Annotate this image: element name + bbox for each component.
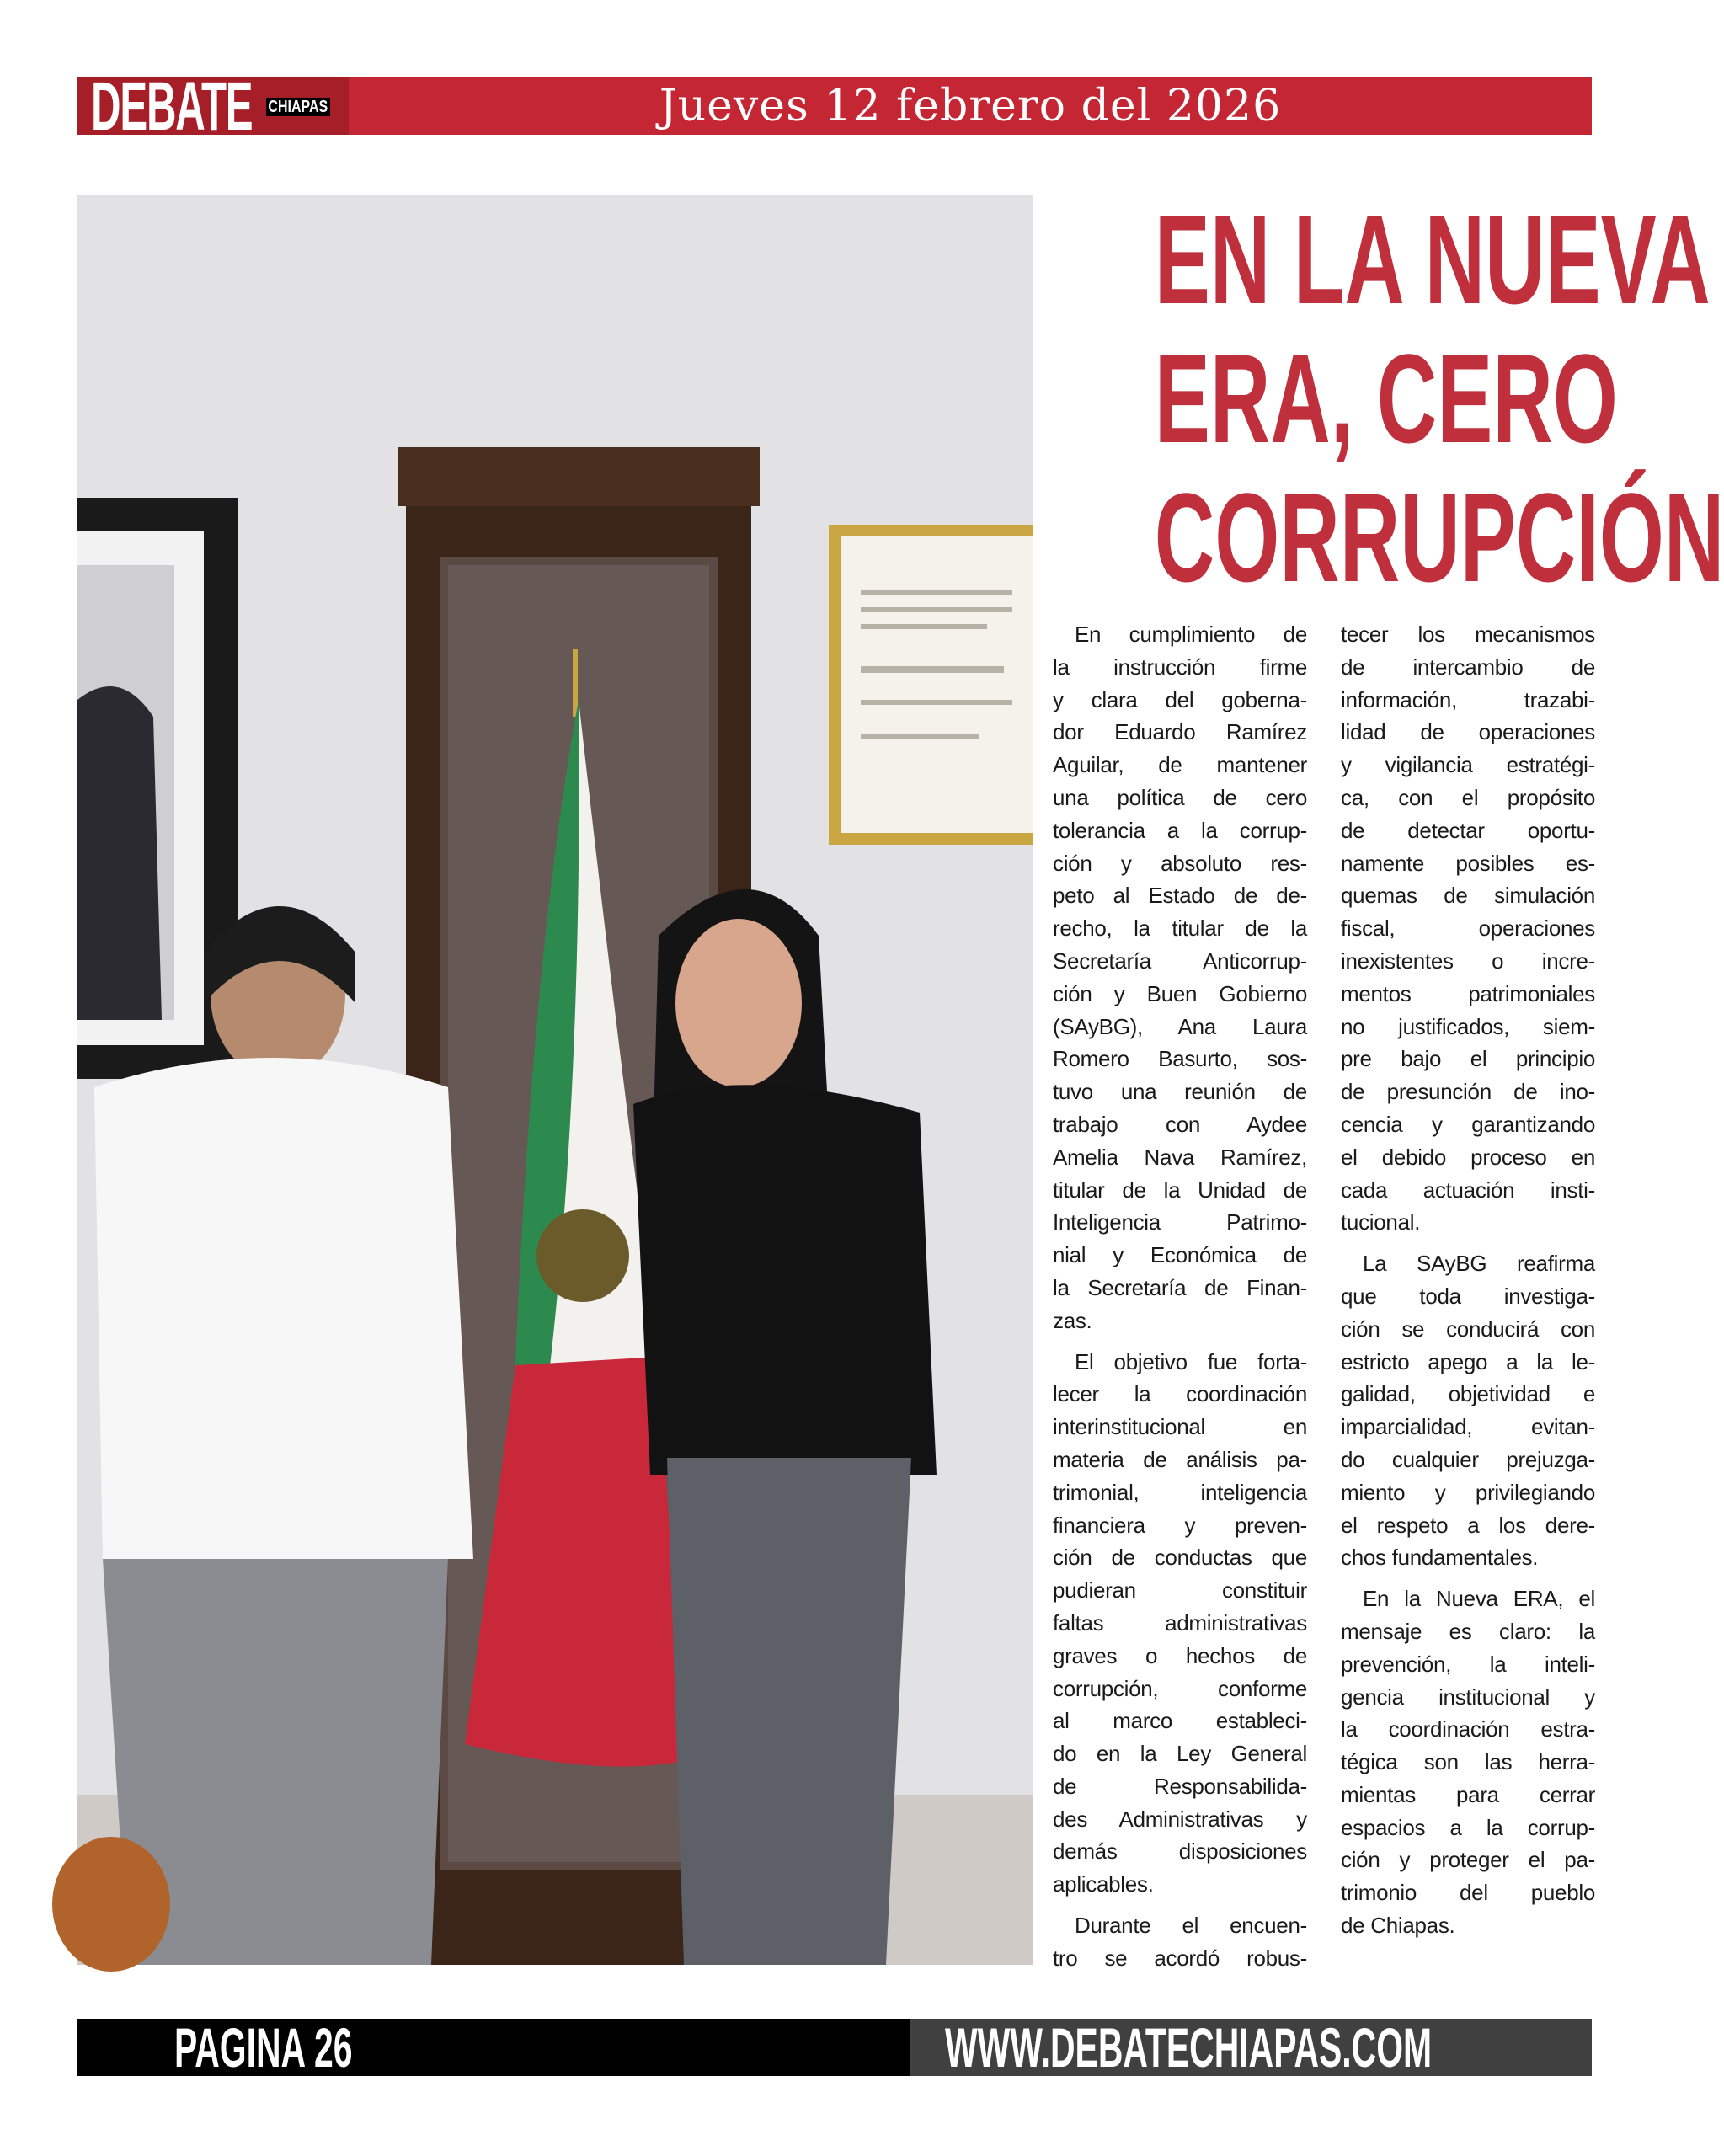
article-line: ción y absoluto res- <box>1053 850 1307 876</box>
article-line: titular de la Unidad de <box>1053 1177 1307 1203</box>
article-line: inexistentes o incre- <box>1341 947 1595 974</box>
article-line: la Secretaría de Finan- <box>1053 1274 1307 1300</box>
article-line: no justificados, siem- <box>1341 1013 1595 1039</box>
article-line: Romero Basurto, sos- <box>1053 1046 1307 1072</box>
article-line: tecer los mecanismos <box>1341 622 1595 647</box>
article-line: y vigilancia estratégi- <box>1341 752 1595 778</box>
article-line: En la Nueva ERA, el <box>1363 1586 1595 1612</box>
article-line: nial y Económica de <box>1053 1242 1307 1268</box>
article-line: Secretaría Anticorrup- <box>1053 947 1307 974</box>
article-line: financiera y preven- <box>1053 1512 1307 1538</box>
article-line: ción y Buen Gobierno <box>1053 980 1307 1006</box>
article-headline <box>1063 189 1724 608</box>
article-line: la coordinación estra- <box>1341 1716 1595 1742</box>
article-line: de Chiapas. <box>1341 1913 1455 1939</box>
headline-line: EN LA NUEVA <box>1154 189 1711 330</box>
article-line: gencia institucional y <box>1341 1684 1595 1710</box>
article-photo <box>77 195 1033 1965</box>
issue-date: Jueves 12 febrero del 2026 <box>659 81 1282 131</box>
article-line: faltas administrativas <box>1053 1609 1307 1636</box>
article-line: mentos patrimoniales <box>1341 980 1595 1006</box>
article-line: La SAyBG reafirma <box>1363 1251 1595 1277</box>
article-line: tucional. <box>1341 1209 1421 1235</box>
article-line: corrupción, conforme <box>1053 1675 1307 1701</box>
article-line: ción se conducirá con <box>1341 1315 1595 1342</box>
article-line: demás disposiciones <box>1053 1838 1307 1865</box>
article-line: dor Eduardo Ramírez <box>1053 719 1307 745</box>
logo-text: DEBATE <box>91 68 253 145</box>
article-line: una política de cero <box>1053 784 1307 810</box>
article-line: namente posibles es- <box>1341 850 1595 876</box>
website-link[interactable]: WWW.DEBATECHIAPAS.COM <box>945 2016 1433 2079</box>
article-line: estricto apego a la le- <box>1341 1348 1595 1374</box>
article-line: mientas para cerrar <box>1341 1781 1595 1807</box>
masthead-bar <box>77 68 1592 145</box>
article-line: ción y proteger el pa- <box>1341 1847 1595 1873</box>
article-paragraph <box>1053 1346 1307 1902</box>
article-line: información, trazabi- <box>1341 686 1595 712</box>
article-line: al marco estableci- <box>1053 1708 1307 1734</box>
article-line: Amelia Nava Ramírez, <box>1053 1144 1307 1170</box>
article-line: quemas de simulación <box>1341 883 1595 909</box>
article-line: El objetivo fue forta- <box>1075 1348 1307 1374</box>
article-line: lidad de operaciones <box>1341 719 1595 745</box>
debate-chiapas-logo[interactable] <box>77 68 349 145</box>
photo-illustration <box>77 195 1033 1965</box>
article-line: tuvo una reunión de <box>1053 1079 1307 1105</box>
article-line: En cumplimiento de <box>1075 622 1307 647</box>
article-line: aplicables. <box>1053 1871 1154 1897</box>
article-line: Aguilar, de mantener <box>1053 752 1307 778</box>
article-paragraph <box>1053 1909 1307 1975</box>
article-line: y clara del goberna- <box>1053 686 1307 712</box>
article-line: el respeto a los dere- <box>1341 1512 1595 1538</box>
article-line: mensaje es claro: la <box>1341 1618 1595 1644</box>
article-line: lecer la coordinación <box>1053 1381 1307 1407</box>
article-line: tolerancia a la corrup- <box>1053 817 1307 843</box>
article-line: interinstitucional en <box>1053 1414 1307 1440</box>
article-paragraph <box>1341 618 1595 1239</box>
article-line: (SAyBG), Ana Laura <box>1053 1013 1307 1039</box>
article-line: Durante el encuen- <box>1075 1913 1307 1939</box>
article-line: trabajo con Aydee <box>1053 1111 1307 1137</box>
article-line: fiscal, operaciones <box>1341 915 1595 942</box>
article-line: de presunción de ino- <box>1341 1079 1595 1105</box>
page-number: PAGINA 26 <box>174 2016 353 2079</box>
headline-line: CORRUPCIÓN <box>1154 467 1724 608</box>
article-line: que toda investiga- <box>1341 1283 1595 1309</box>
article-line: cada actuación insti- <box>1341 1177 1595 1203</box>
article-line: tro se acordó robus- <box>1053 1945 1307 1971</box>
article-column-1 <box>1053 618 1307 1983</box>
article-line: prevención, la inteli- <box>1341 1651 1595 1677</box>
article-line: el debido proceso en <box>1341 1144 1595 1170</box>
article-line: miento y privilegiando <box>1341 1479 1595 1505</box>
article-line: recho, la titular de la <box>1053 915 1307 942</box>
article-line: trimonial, inteligencia <box>1053 1479 1307 1505</box>
article-line: de Responsabilida- <box>1053 1773 1307 1799</box>
article-line: galidad, objetividad e <box>1341 1381 1595 1407</box>
article-line: ción de conductas que <box>1053 1545 1307 1571</box>
article-line: imparcialidad, evitan- <box>1341 1414 1595 1440</box>
article-line: materia de análisis pa- <box>1053 1446 1307 1472</box>
article-line: do en la Ley General <box>1053 1741 1307 1767</box>
article-line: de detectar oportu- <box>1341 817 1595 843</box>
article-line: espacios a la corrup- <box>1341 1814 1595 1840</box>
footer-website-block[interactable] <box>910 2016 1592 2079</box>
article-paragraph <box>1053 618 1307 1337</box>
article-line: chos fundamentales. <box>1341 1545 1539 1571</box>
article-line: graves o hechos de <box>1053 1642 1307 1668</box>
article-line: cencia y garantizando <box>1341 1111 1595 1137</box>
article-line: tégica son las herra- <box>1341 1749 1595 1775</box>
article-line: pudieran constituir <box>1053 1577 1307 1604</box>
article-line: de intercambio de <box>1341 654 1595 680</box>
logo-subtext: CHIAPAS <box>266 98 330 116</box>
article-paragraph <box>1341 1247 1595 1574</box>
article-line: des Administrativas y <box>1053 1806 1307 1832</box>
article-line: zas. <box>1053 1307 1092 1333</box>
article-line: la instrucción firme <box>1053 654 1307 680</box>
article-line: do cualquier prejuzga- <box>1341 1446 1595 1472</box>
article-line: peto al Estado de de- <box>1053 883 1307 909</box>
article-column-2 <box>1341 618 1595 1951</box>
headline-line: ERA, CERO <box>1154 328 1618 469</box>
article-line: ca, con el propósito <box>1341 784 1595 810</box>
article-line: trimonio del pueblo <box>1341 1880 1595 1906</box>
footer-bar <box>77 2016 1592 2079</box>
footer-page-block <box>77 2016 910 2079</box>
article-paragraph <box>1341 1582 1595 1942</box>
article-line: Inteligencia Patrimo- <box>1053 1209 1307 1235</box>
article-line: pre bajo el principio <box>1341 1046 1595 1072</box>
